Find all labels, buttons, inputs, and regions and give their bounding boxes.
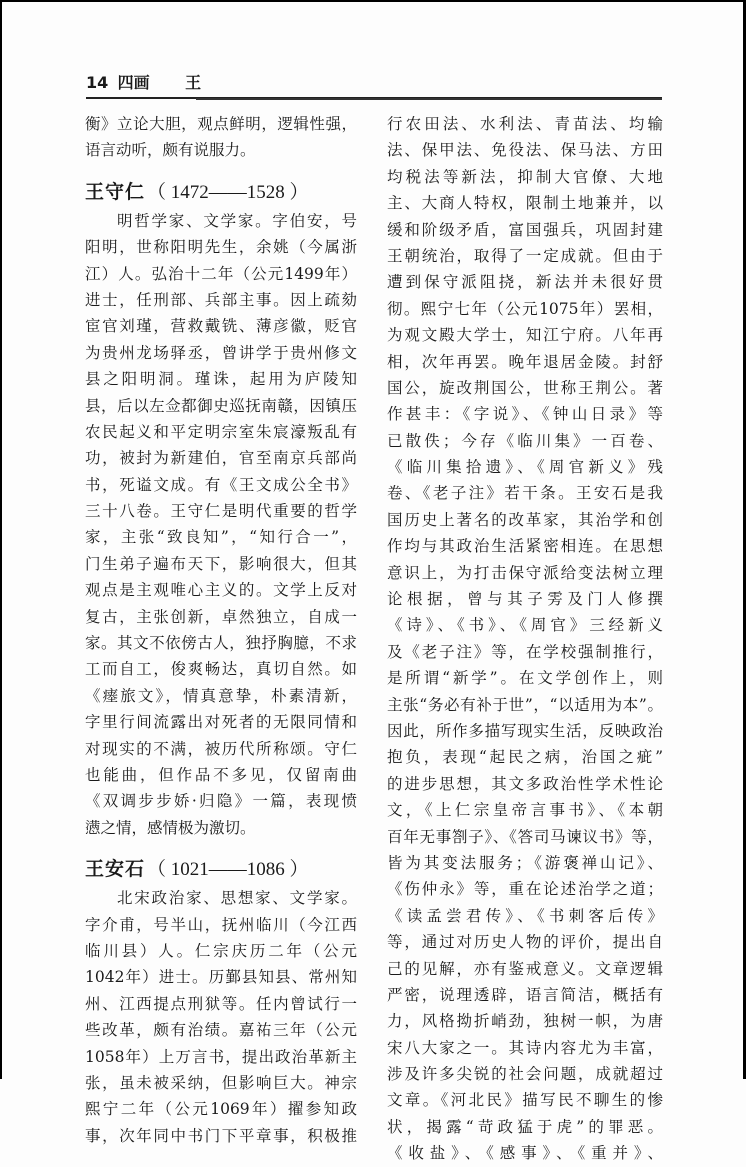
text-line: 抱负，表现“起民之病，治国之疵”: [387, 748, 663, 767]
right-column: [387, 111, 663, 1167]
stroke-section-label: 四画: [117, 73, 150, 92]
entry-wang-shouren: [85, 172, 357, 841]
text-line: 农民起义和平定明宗室朱宸濠叛乱有: [85, 422, 357, 441]
text-line: 因此，所作多描写现实生活，反映政治: [387, 721, 663, 740]
entry-dates: （ 1021——1086 ）: [147, 859, 309, 881]
text-line: 进士，任刑部、兵部主事。因上疏劾: [85, 290, 357, 309]
text-line: 力，风格拗折峭劲，独树一帜，为唐: [387, 1012, 663, 1031]
page-number: 14: [86, 73, 109, 92]
text-line: 相，次年再罢。晚年退居金陵。封舒: [387, 352, 663, 371]
text-line: 国公，旋改荆国公，世称王荆公。著: [387, 378, 663, 397]
text-line: 是所谓“新学”。在文学创作上，则: [387, 669, 663, 688]
text-line: 事，次年同中书门下平章事，积极推: [85, 1126, 357, 1145]
text-line: 行农田法、水利法、青苗法、均输: [387, 115, 663, 133]
text-line: 县之阳明洞。瑾诛，起用为庐陵知: [85, 370, 357, 389]
text-line: 为观文殿大学士，知江宁府。八年再: [387, 326, 663, 345]
text-line: 功，被封为新建伯，官至南京兵部尚: [85, 449, 357, 468]
left-column: [85, 111, 357, 1149]
continuation-paragraph: [85, 111, 357, 164]
text-line: 《收盐》、《感事》、《重并》、: [387, 1144, 663, 1163]
entry-name: 王安石: [85, 858, 146, 881]
text-line: 法、保甲法、免役法、保马法、方田: [387, 141, 663, 160]
text-line: 张，虽未被采纳，但影响巨大。神宗: [85, 1073, 357, 1092]
text-line: 文章。《河北民》描写民不聊生的惨: [387, 1091, 663, 1110]
text-line: 《伤仲永》等，重在论述治学之道；: [387, 880, 663, 899]
text-line: 江）人。弘治十二年（公元1499年）: [85, 264, 357, 283]
text-line: 衡》立论大胆，观点鲜明，逻辑性强，: [85, 115, 357, 133]
text-line: 些改革，颇有治绩。嘉祐三年（公元: [85, 1021, 357, 1040]
entry-heading: [85, 172, 357, 212]
entry-body: [85, 885, 357, 1149]
page-border-top: [0, 0, 746, 2]
text-line: 百年无事劄子》、《答司马谏议书》等，: [387, 827, 663, 846]
text-line: 《瘗旅文》，情真意挚，朴素清新，: [85, 686, 357, 705]
text-line: 《读孟尝君传》、《书刺客后传》: [387, 906, 663, 925]
text-line: 明哲学家、文学家。字伯安，号: [117, 211, 357, 230]
text-line: 家。其文不依傍古人，独抒胸臆，不求: [85, 634, 357, 653]
entry-dates: （ 1472——1528 ）: [147, 181, 309, 203]
text-line: 为贵州龙场驿丞，曾讲学于贵州修文: [85, 343, 357, 362]
text-line: 严密，说理透辟，语言简洁，概括有: [387, 985, 663, 1004]
text-line: 及《老子注》等，在学校强制推行，: [387, 642, 663, 661]
header-rule: [86, 97, 662, 99]
text-line: 家，主张“致良知”，“知行合一”，: [85, 528, 357, 547]
text-line: 对现实的不满，被历代所称颂。守仁: [85, 739, 357, 758]
text-line: 论根据，曾与其子雱及门人修撰: [387, 590, 663, 609]
text-line: 《诗》、《书》、《周官》三经新义: [387, 616, 663, 635]
text-line: 缓和阶级矛盾，富国强兵，巩固封建: [387, 220, 663, 239]
text-line: 北宋政治家、思想家、文学家。: [117, 889, 357, 908]
text-line: 涉及许多尖锐的社会问题，成就超过: [387, 1065, 663, 1084]
text-line: 均税法等新法，抑制大官僚、大地: [387, 167, 663, 186]
text-line: 三十八卷。王守仁是明代重要的哲学: [85, 502, 357, 521]
entry-body-continued: [387, 111, 663, 1167]
page-border-left: [0, 0, 2, 1079]
text-line: 己的见解，亦有鉴戒意义。文章逻辑: [387, 959, 663, 978]
surname-label: 王: [185, 73, 202, 92]
text-line: 卷、《老子注》若干条。王安石是我: [387, 484, 663, 503]
entry-body: [85, 208, 357, 841]
text-line: 意识上，为打击保守派给变法树立理: [387, 563, 663, 582]
text-line: 国历史上著名的改革家，其治学和创: [387, 510, 663, 529]
text-line: 王朝统治，取得了一定成就。但由于: [387, 246, 663, 265]
text-line: 作均与其政治生活紧密相连。在思想: [387, 537, 663, 556]
entry-heading: [85, 849, 357, 889]
text-line: 皆为其变法服务；《游褒禅山记》、: [387, 853, 663, 872]
text-line: 已散佚；今存《临川集》一百卷、: [387, 431, 663, 450]
text-line: 也能曲，但作品不多见，仅留南曲: [85, 765, 357, 784]
text-line: 状，揭露“苛政猛于虎”的罪恶。: [387, 1117, 663, 1136]
text-line: 遭到保守派阻挠，新法并未很好贯: [387, 273, 663, 292]
text-line: 《双调步步娇·归隐》一篇，表现愤: [85, 792, 357, 811]
text-line: 等，通过对历史人物的评价，提出自: [387, 933, 663, 952]
text-line: 文，《上仁宗皇帝言事书》、《本朝: [387, 801, 663, 820]
text-line: 语言动听，颇有说服力。: [85, 141, 256, 160]
text-line: 宋八大家之一。其诗内容尤为丰富，: [387, 1038, 663, 1057]
text-line: 复古，主张创新，卓然独立，自成一: [85, 607, 357, 626]
text-line: 门生弟子遍布天下，影响很大，但其: [85, 554, 357, 573]
text-line: 懑之情，感情极为激切。: [85, 818, 256, 837]
text-line: 作甚丰：《字说》、《钟山日录》等: [387, 405, 663, 424]
text-line: 《临川集拾遗》、《周官新义》残: [387, 458, 663, 477]
text-line: 阳明，世称阳明先生，余姚（今属浙: [85, 238, 357, 257]
text-line: 宦官刘瑾，营救戴铣、薄彦徽，贬官: [85, 317, 357, 336]
text-line: 字介甫，号半山，抚州临川（今江西: [85, 915, 357, 934]
text-line: 观点是主观唯心主义的。文学上反对: [85, 581, 357, 600]
text-line: 主、大商人特权，限制土地兼并，以: [387, 194, 663, 213]
text-line: 的进步思想，其文多政治性学术性论: [387, 774, 663, 793]
entry-wang-anshi: [85, 849, 357, 1149]
text-line: 字里行间流露出对死者的无限同情和: [85, 713, 357, 732]
entry-name: 王守仁: [85, 180, 146, 203]
text-line: 彻。熙宁七年（公元1075年）罢相，: [387, 299, 663, 318]
text-line: 州、江西提点刑狱等。任内曾试行一: [85, 994, 357, 1013]
running-head: [86, 70, 201, 92]
text-line: 书，死谥文成。有《王文成公全书》: [85, 475, 357, 494]
text-line: 工而自工，俊爽畅达，真切自然。如: [85, 660, 357, 679]
text-line: 熙宁二年（公元1069年）擢参知政: [85, 1100, 357, 1119]
text-line: 主张“务必有补于世”，“以适用为本”。: [387, 695, 663, 714]
text-line: 1058年）上万言书，提出政治革新主: [85, 1047, 357, 1066]
text-line: 1042年）进士。历鄞县知县、常州知: [85, 968, 357, 987]
text-line: 临川县）人。仁宗庆历二年（公元: [85, 941, 357, 960]
text-line: 县，后以左佥都御史巡抚南赣，因镇压: [85, 396, 357, 415]
